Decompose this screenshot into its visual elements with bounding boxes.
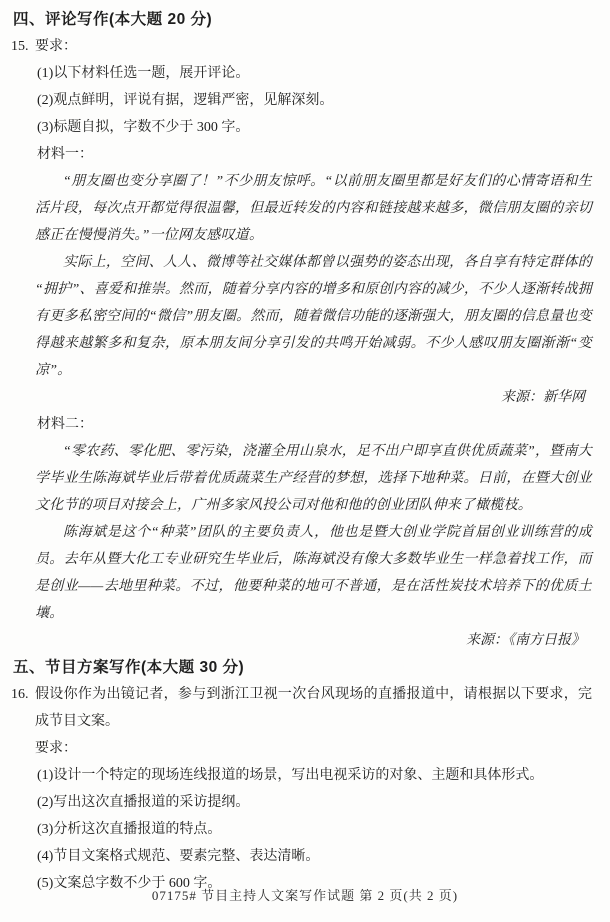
material-2-paragraph-1: “零农药、零化肥、零污染，浇灌全用山泉水，足不出户即享直供优质蔬菜”，暨南大学毕业生陈海斌毕业后带着优质蔬菜生产经营的梦想，选择下地种菜。日前，在暨大创业文化节的项目对接会上，广州多家风投公司对他和他的创业团队伸来了橄榄枝。 — [35, 444, 592, 513]
q15-requirement-3: (3)标题自拟，字数不少于 300 字。 — [37, 120, 250, 135]
material-1-paragraph-1: “朋友圈也变分享圈了！”不少朋友惊呼。“以前朋友圈里都是好友们的心情寄语和生活片段，每次点开都觉得很温馨，但最近转发的内容和链接越来越多，微信朋友圈的亲切感正在慢慢消失。”一位网友感叹道。 — [35, 174, 592, 243]
q16-requirement-1: (1)设计一个特定的现场连线报道的场景，写出电视采访的对象、主题和具体形式。 — [37, 768, 544, 783]
question-15-number: 15. — [11, 39, 29, 54]
q15-requirement-1: (1)以下材料任选一题，展开评论。 — [37, 66, 250, 81]
q16-requirement-3: (3)分析这次直播报道的特点。 — [37, 822, 222, 837]
material-1-paragraph-2: 实际上，空间、人人、微博等社交媒体都曾以强势的姿态出现，各自享有特定群体的“拥护”、喜爱和推崇。然而，随着分享内容的增多和原创内容的减少，不少人逐渐转战拥有更多私密空间的“微信”朋友圈。然而，随着微信功能的逐渐强大，朋友圈的信息量也变得越来越繁多和复杂，原本朋友间分享引发的共鸣开始减弱。不少人感叹朋友圈渐渐“变凉”。 — [35, 255, 592, 378]
section-5-heading: 五、节目方案写作(本大题 30 分) — [13, 659, 245, 676]
q16-requirement-2: (2)写出这次直播报道的采访提纲。 — [37, 795, 250, 810]
q16-requirements-label: 要求： — [35, 741, 77, 756]
material-2-label: 材料二： — [37, 417, 93, 432]
question-15-line — [11, 33, 592, 60]
question-16-line — [11, 681, 592, 735]
question-15-label: 要求： — [35, 39, 77, 54]
material-1-source: 来源：新华网 — [501, 390, 585, 405]
page-footer: 07175# 节目主持人文案写作试题 第 2 页(共 2 页) — [151, 888, 459, 903]
question-16-number: 16. — [11, 687, 29, 702]
q16-requirement-4: (4)节目文案格式规范、要素完整、表达清晰。 — [37, 849, 320, 864]
section-4-heading: 四、评论写作(本大题 20 分) — [13, 11, 213, 28]
material-1-label: 材料一： — [37, 147, 93, 162]
material-2-source: 来源：《南方日报》 — [466, 633, 585, 648]
question-16-intro: 假设你作为出镜记者，参与到浙江卫视一次台风现场的直播报道中，请根据以下要求，完成节目文案。 — [35, 687, 592, 729]
q15-requirement-2: (2)观点鲜明，评说有据，逻辑严密，见解深刻。 — [37, 93, 334, 108]
material-2-paragraph-2: 陈海斌是这个“种菜”团队的主要负责人，他也是暨大创业学院首届创业训练营的成员。去年从暨大化工专业研究生毕业后，陈海斌没有像大多数毕业生一样急着找工作，而是创业——去地里种菜。不过，他要种菜的地可不普通，是在活性炭技术培养下的优质土壤。 — [35, 525, 592, 621]
q16-requirement-5: (5)文案总字数不少于 600 字。 — [37, 876, 222, 891]
